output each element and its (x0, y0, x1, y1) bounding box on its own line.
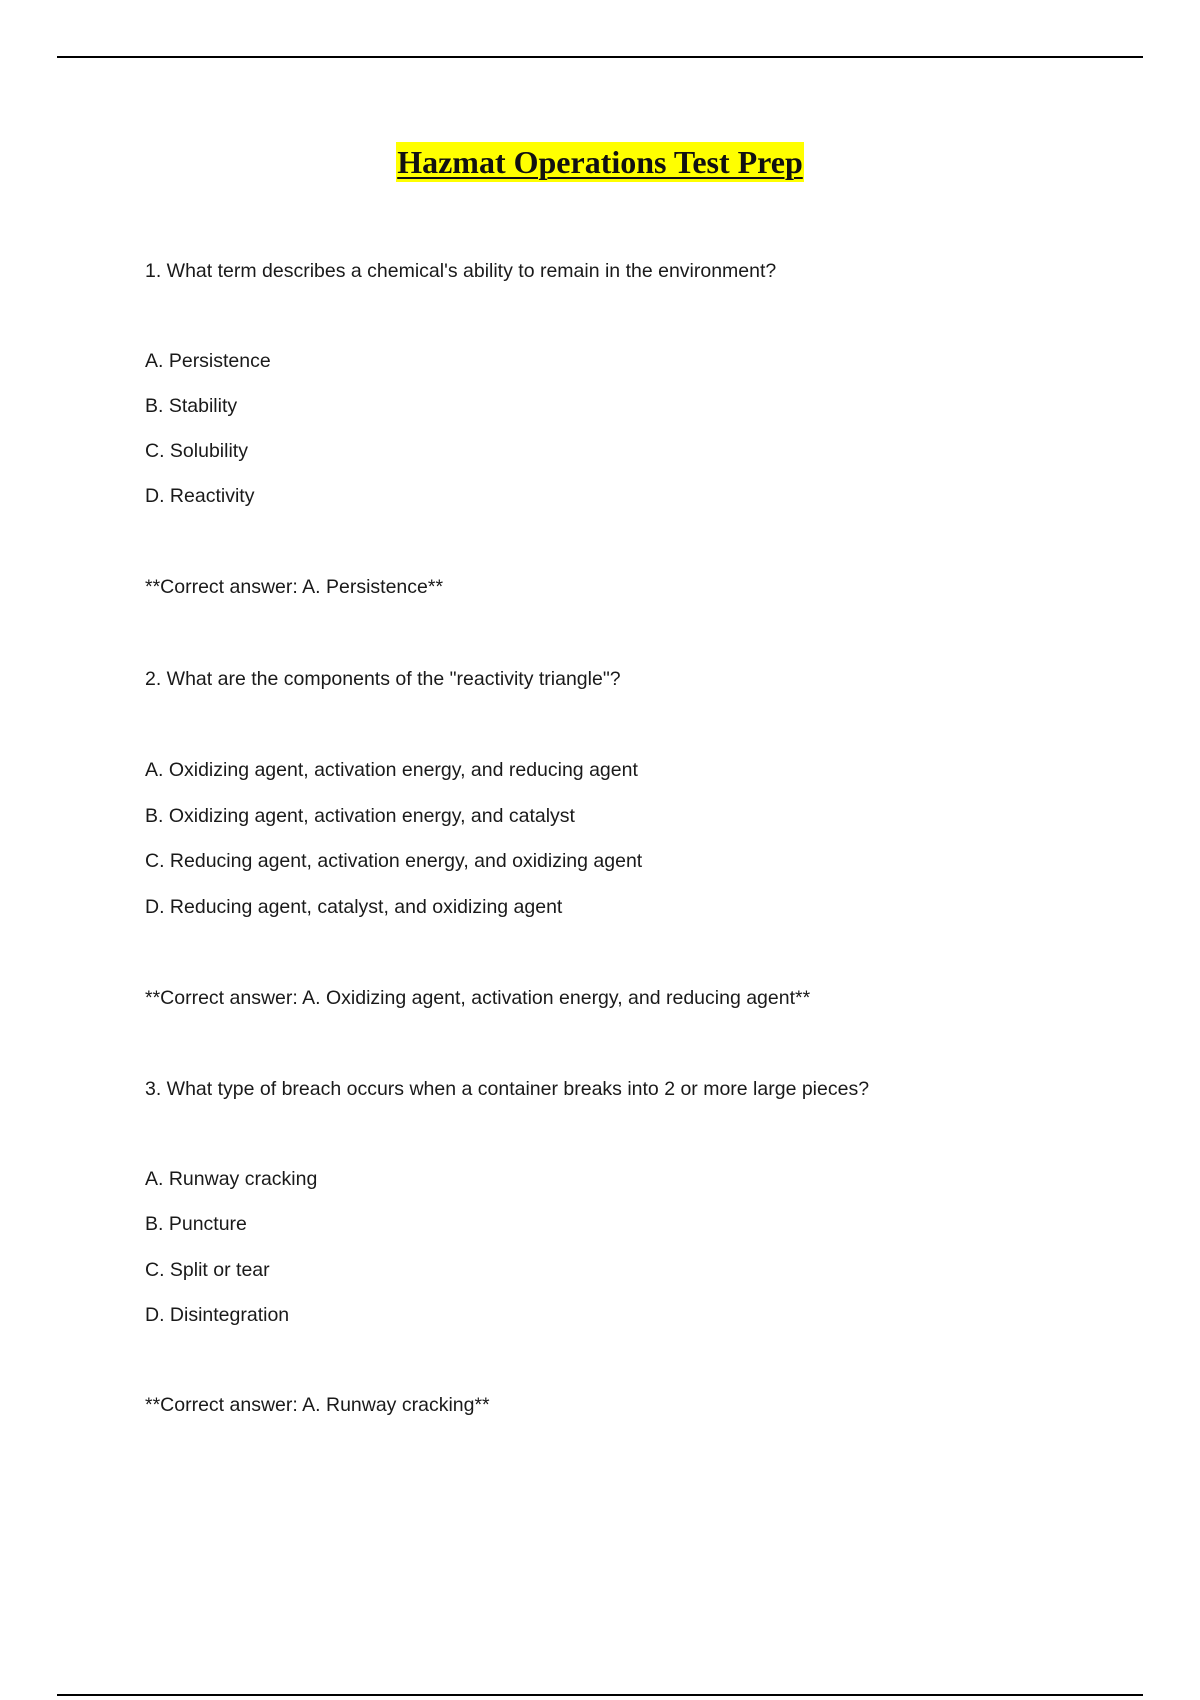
answer-option: D. Disintegration (145, 1304, 290, 1326)
answer-option: A. Runway cracking (145, 1168, 318, 1190)
answer-option: D. Reactivity (145, 485, 255, 507)
answer-option: C. Solubility (145, 440, 248, 462)
question-text: 2. What are the components of the "reactivity triangle"? (145, 668, 621, 690)
answer-option: B. Stability (145, 395, 238, 417)
answer-option: C. Split or tear (145, 1259, 270, 1281)
correct-answer: **Correct answer: A. Oxidizing agent, activation energy, and reducing agent** (145, 987, 811, 1009)
footer-rule (57, 1694, 1143, 1696)
answer-option: B. Puncture (145, 1213, 247, 1235)
correct-answer: **Correct answer: A. Persistence** (145, 576, 444, 598)
question-text: 3. What type of breach occurs when a container breaks into 2 or more large pieces? (145, 1078, 870, 1100)
answer-option: C. Reducing agent, activation energy, and oxidizing agent (145, 850, 643, 872)
answer-option: B. Oxidizing agent, activation energy, and catalyst (145, 805, 575, 827)
header-rule (57, 56, 1143, 58)
page-title: Hazmat Operations Test Prep (397, 144, 803, 180)
answer-option: A. Oxidizing agent, activation energy, and reducing agent (145, 759, 638, 781)
answer-option: A. Persistence (145, 350, 271, 372)
title-container (0, 142, 1200, 182)
question-text: 1. What term describes a chemical's ability to remain in the environment? (145, 260, 777, 282)
correct-answer: **Correct answer: A. Runway cracking** (145, 1394, 490, 1416)
answer-option: D. Reducing agent, catalyst, and oxidizing agent (145, 896, 563, 918)
